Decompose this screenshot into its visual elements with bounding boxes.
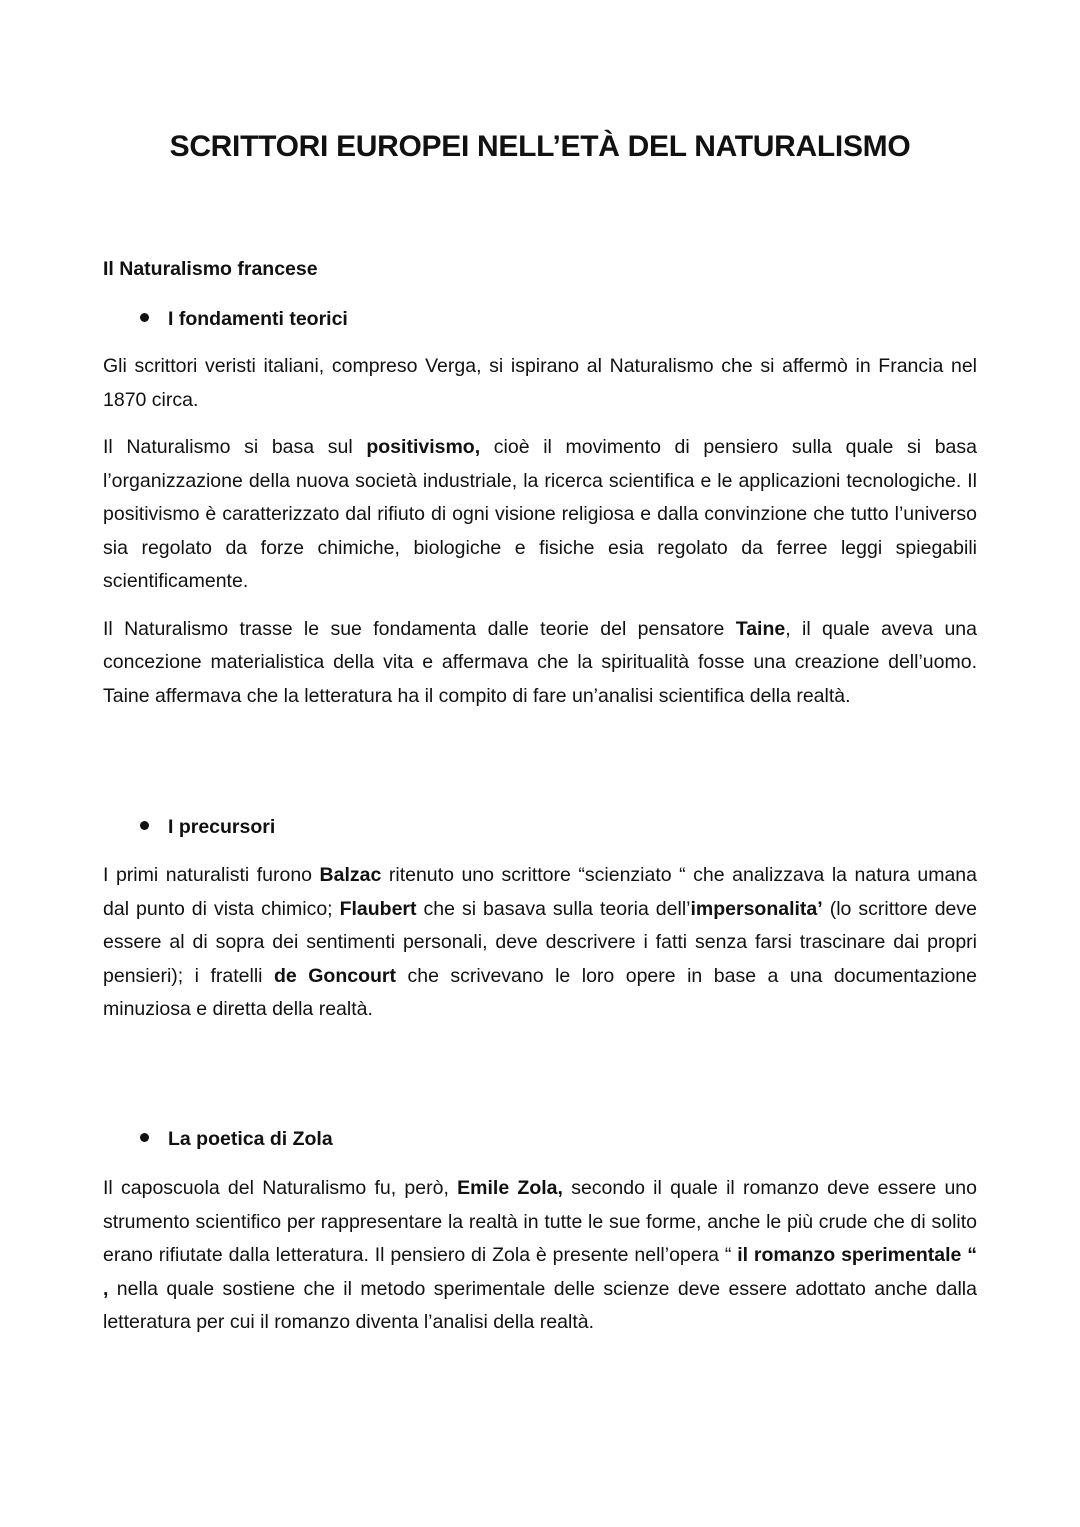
bold-text: Flaubert bbox=[339, 897, 417, 920]
bullet-label: I precursori bbox=[168, 816, 276, 838]
text: che si basava sulla teoria dell’ bbox=[416, 897, 691, 920]
text: cioè il movimento di pensiero sulla quale si basa l’organizzazione della nuova società industriale, la ricerca scientifica e le applicazioni tecnologiche. Il positivismo è caratterizzato dal rifiuto di ogni visione religiosa e dalla convinzione che tutto l’universo sia regolato da forze chimiche, biologiche e fisiche esia regolato da ferree leggi spiegabili scientificamente. bbox=[103, 436, 977, 592]
text: , il quale aveva una concezione materialistica della vita e affermava che la spiritualità fosse una creazione dell’uomo. Taine affermava che la letteratura ha il compito di fare un’analisi scientifica della realtà. bbox=[103, 617, 977, 707]
bullet-label: I fondamenti teorici bbox=[168, 308, 348, 330]
paragraph bbox=[103, 1172, 977, 1340]
paragraph bbox=[103, 859, 977, 1027]
bold-text: de Goncourt bbox=[274, 964, 396, 987]
text: ritenuto uno scrittore “scienziato “ che analizzava la natura umana dal punto di vista chimico; bbox=[103, 864, 977, 920]
subsection-body bbox=[103, 1172, 977, 1340]
text: Il Naturalismo trasse le sue fondamenta dalle teorie del pensatore bbox=[103, 617, 736, 640]
bold-text: impersonalita’ bbox=[690, 897, 823, 920]
bullet-icon bbox=[140, 313, 149, 322]
text: Il caposcuola del Naturalismo fu, però, bbox=[103, 1177, 458, 1199]
bold-text: il romanzo sperimentale “ , bbox=[103, 1244, 977, 1300]
bullet-heading bbox=[140, 1123, 333, 1157]
subsection-body bbox=[103, 859, 977, 1027]
section-heading: Il Naturalismo francese bbox=[103, 258, 318, 280]
paragraph bbox=[103, 613, 977, 714]
text: che scrivevano le loro opere in base a una documentazione minuziosa e diretta della realtà. bbox=[103, 964, 977, 1020]
bold-text: Taine bbox=[735, 617, 786, 640]
bullet-icon bbox=[140, 821, 149, 830]
paragraph bbox=[103, 350, 977, 417]
bold-text: Balzac bbox=[319, 864, 382, 886]
bullet-label: La poetica di Zola bbox=[168, 1128, 333, 1150]
text: (lo scrittore deve essere al di sopra dei sentimenti personali, deve descrivere i fatti senza farsi trascinare dai propri pensieri); i fratelli bbox=[103, 897, 977, 987]
bold-text: positivismo, bbox=[366, 436, 481, 458]
text: secondo il quale il romanzo deve essere uno strumento scientifico per rappresentare la realtà in tutte le sue forme, anche le più crude che di solito erano rifiutate dalla letteratura. Il pensiero di Zola è presente nell’opera “ bbox=[103, 1177, 977, 1266]
paragraph bbox=[103, 431, 977, 599]
subsection-body bbox=[103, 350, 977, 713]
text: nella quale sostiene che il metodo sperimentale delle scienze deve essere adottato anche dalla letteratura per cui il romanzo diventa l’analisi della realtà. bbox=[103, 1277, 977, 1333]
text: I primi naturalisti furono bbox=[103, 864, 320, 886]
document-title: SCRITTORI EUROPEI NELL’ETÀ DEL NATURALISMO bbox=[169, 130, 911, 163]
text: Il Naturalismo si basa sul bbox=[103, 436, 367, 458]
bullet-heading bbox=[140, 811, 275, 845]
bold-text: Emile Zola, bbox=[457, 1177, 563, 1199]
text: Gli scrittori veristi italiani, compreso Verga, si ispirano al Naturalismo che si affermò in Francia nel 1870 circa. bbox=[103, 355, 977, 411]
bullet-heading bbox=[140, 303, 348, 337]
bullet-icon bbox=[140, 1133, 149, 1142]
